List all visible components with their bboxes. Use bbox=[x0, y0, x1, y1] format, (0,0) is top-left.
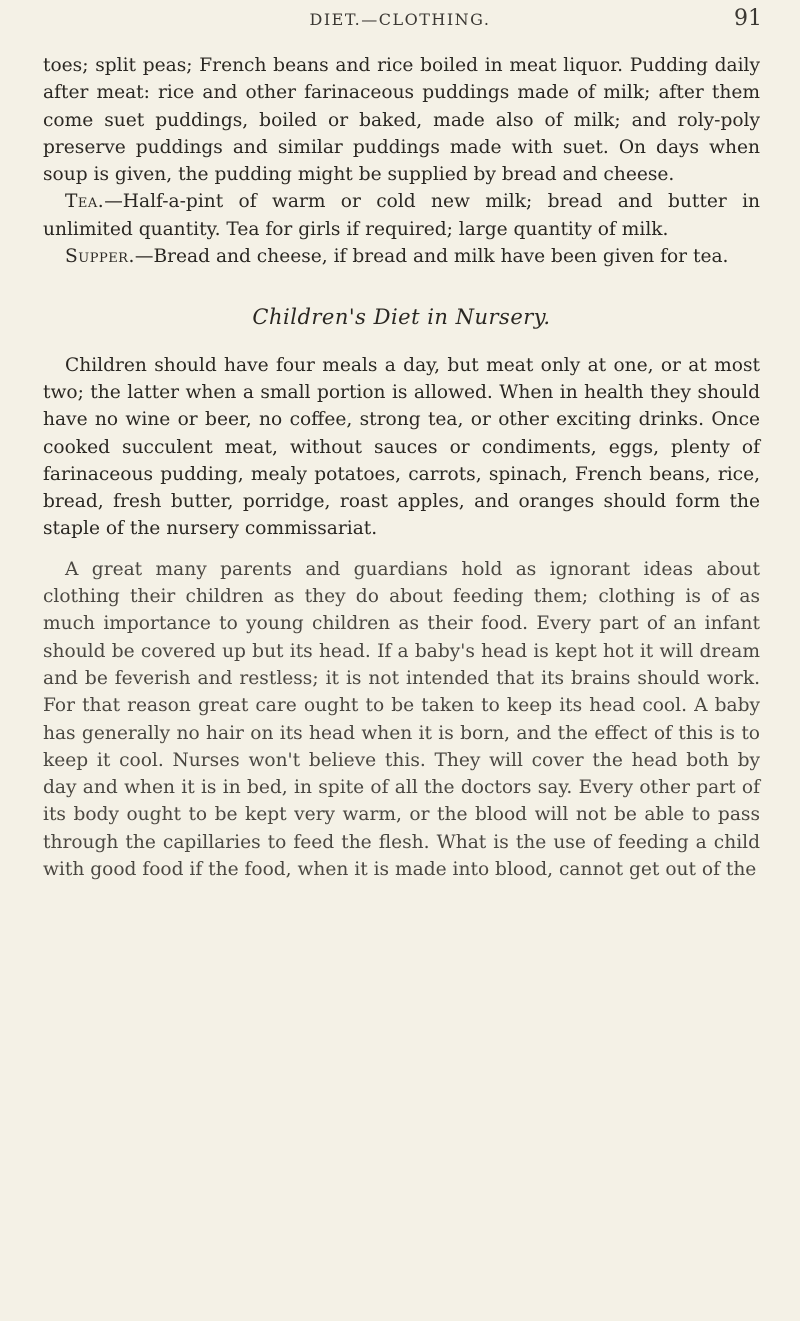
supper-text: —Bread and cheese, if bread and milk have been given for tea. bbox=[134, 246, 729, 268]
body-text bbox=[43, 52, 760, 883]
paragraph-clothing: A great many parents and guardians hold as ignorant ideas about clothing their children as they do about feeding them; clothing is of as much importance to young children as their food. Every part of an infant should be covered up but its head. If a baby's head is kept hot it will dream and be feverish and restless; it is not intended that its brains should work. For that reason great care ought to be taken to keep its head cool. A baby has generally no hair on its head when it is born, and the effect of this is to keep it cool. Nurses won't believe this. They will cover the head both by day and when it is in bed, in spite of all the doctors say. Every other part of its body ought to be kept very warm, or the blood will not be able to pass through the capillaries to feed the flesh. What is the use of feeding a child with good food if the food, when it is made into blood, cannot get out of the bbox=[43, 558, 760, 881]
tea-label: Tea. bbox=[65, 191, 105, 213]
running-title: DIET.—CLOTHING. bbox=[309, 10, 491, 29]
paragraph-children-meals: Children should have four meals a day, but meat only at one, or at most two; the latter when a small portion is allowed. When in health they should have no wine or beer, no coffee, strong tea, or other exciting drinks. Once cooked succulent meat, without sauces or condiments, eggs, plenty of farinaceous pudding, mealy potatoes, carrots, spinach, French beans, rice, bread, fresh butter, porridge, roast apples, and oranges should form the staple of the nursery commissariat. bbox=[43, 354, 760, 540]
supper-label: Supper. bbox=[65, 246, 135, 268]
section-heading: Children's Diet in Nursery. bbox=[252, 305, 551, 330]
tea-text: —Half-a-pint of warm or cold new milk; bread and butter in unlimited quantity. Tea for girls if required; large quantity of milk. bbox=[43, 191, 760, 240]
page-number: 91 bbox=[734, 6, 762, 31]
paragraph-gap bbox=[43, 543, 760, 556]
paragraph-tea bbox=[43, 188, 760, 243]
running-head bbox=[0, 4, 800, 40]
paragraph-continued: toes; split peas; French beans and rice boiled in meat liquor. Pudding daily after meat: rice and other farinaceous puddings made of milk; after them come suet puddings, boiled or baked, made also of milk; and roly-poly preserve puddings and similar puddings made with suet. On days when soup is given, the pudding might be supplied by bread and cheese. bbox=[43, 55, 760, 186]
paragraph-supper bbox=[43, 243, 760, 270]
